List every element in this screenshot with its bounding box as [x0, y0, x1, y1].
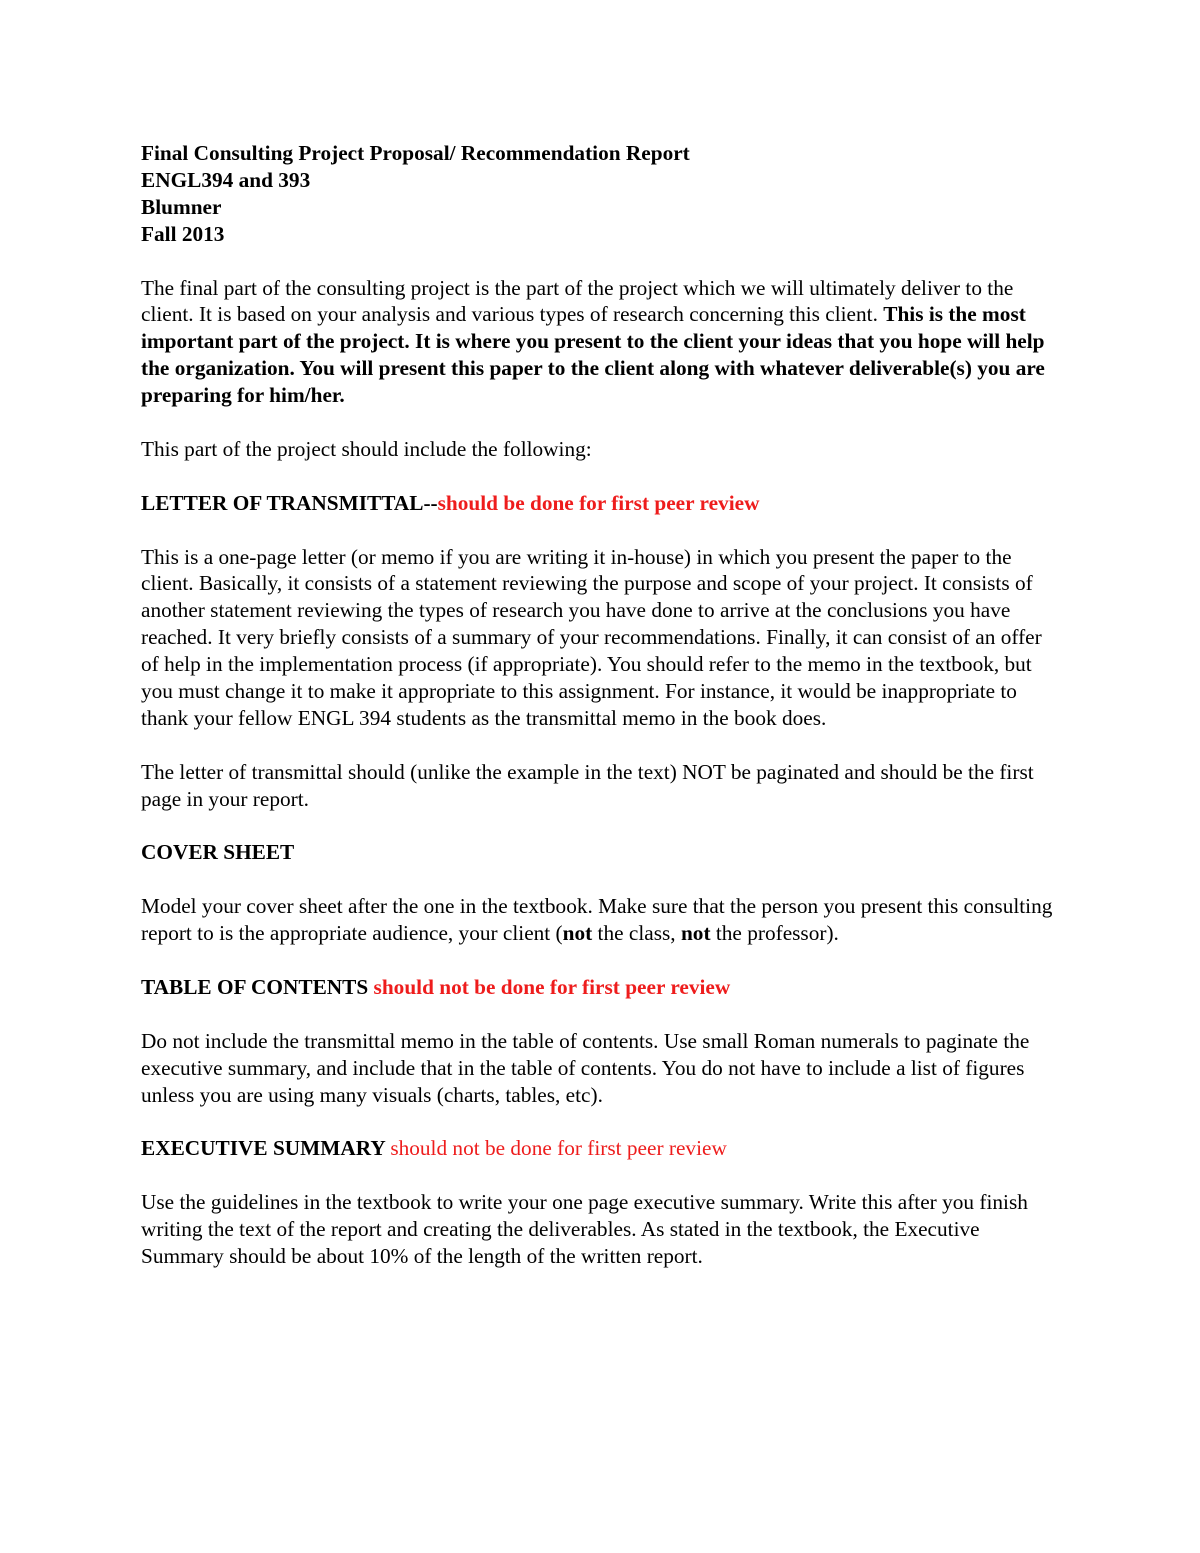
- intro-text: The final part of the consulting project is the part of the project which we will ultimately deliver to the client. It is based on your analysis and various types of research concerning this client.: [141, 275, 1014, 327]
- transmittal-paragraph-1: This is a one-page letter (or memo if you are writing it in-house) in which you present the paper to the client. Basically, it consists of a statement reviewing the purpose and scope of your project. It consists of another statement reviewing the types of research you have done to arrive at the conclusions you have reached. It very briefly consists of a summary of your recommendations. Finally, it can consist of an offer of help in the implementation process (if appropriate). You should refer to the memo in the textbook, but you must change it to make it appropriate to this assignment. For instance, it would be inappropriate to thank your fellow ENGL 394 students as the transmittal memo in the book does.: [141, 544, 1042, 730]
- exec-heading: [141, 1135, 1061, 1162]
- document-title: Final Consulting Project Proposal/ Recommendation Report: [141, 141, 690, 165]
- course-code: ENGL394 and 393: [141, 167, 311, 192]
- transmittal-note: should be done for first peer review: [437, 490, 760, 515]
- transmittal-paragraph-2: The letter of transmittal should (unlike the example in the text) NOT be paginated and should be the first page in your report.: [141, 759, 1034, 811]
- instructor-name: Blumner: [141, 194, 222, 219]
- intro-emphasis: This is the most important part of the project. It is where you present to the client your ideas that you hope will help the organization. You will present this paper to the client along with whatever deliverable(s) you are preparing for him/her.: [141, 302, 1045, 408]
- toc-paragraph: Do not include the transmittal memo in the table of contents. Use small Roman numerals to paginate the executive summary, and include that in the table of contents. You do not have to include a list of figures unless you are using many visuals (charts, tables, etc).: [141, 1028, 1030, 1107]
- cover-not-2: not: [680, 921, 711, 946]
- transmittal-heading-dash: --: [423, 490, 438, 515]
- cover-paragraph: [141, 893, 1061, 947]
- term: Fall 2013: [141, 221, 225, 246]
- cover-text-b: the class,: [592, 921, 681, 946]
- toc-heading: [141, 974, 1061, 1001]
- exec-paragraph: Use the guidelines in the textbook to write your one page executive summary. Write this after you finish writing the text of the report and creating the deliverables. As stated in the textbook, the Executive Summary should be about 10% of the length of the written report.: [141, 1190, 1028, 1268]
- intro-paragraph: [141, 275, 1061, 410]
- exec-note: should not be done for first peer review: [390, 1136, 727, 1161]
- cover-text-c: the professor).: [710, 921, 839, 946]
- document-header: [141, 140, 1061, 248]
- toc-note: should not be done for first peer review: [373, 974, 731, 999]
- exec-heading-label: EXECUTIVE SUMMARY: [141, 1136, 385, 1161]
- cover-heading: COVER SHEET: [141, 840, 295, 865]
- transmittal-heading-label: LETTER OF TRANSMITTAL: [141, 490, 424, 515]
- toc-heading-label: TABLE OF CONTENTS: [141, 974, 369, 999]
- transmittal-heading: [141, 490, 1061, 517]
- cover-not-1: not: [562, 921, 593, 946]
- cover-text-a: Model your cover sheet after the one in the textbook. Make sure that the person you present this consulting report to is the appropriate audience, your client (: [141, 894, 1053, 946]
- include-paragraph: This part of the project should include the following:: [141, 436, 592, 461]
- document-page: [141, 140, 1061, 1297]
